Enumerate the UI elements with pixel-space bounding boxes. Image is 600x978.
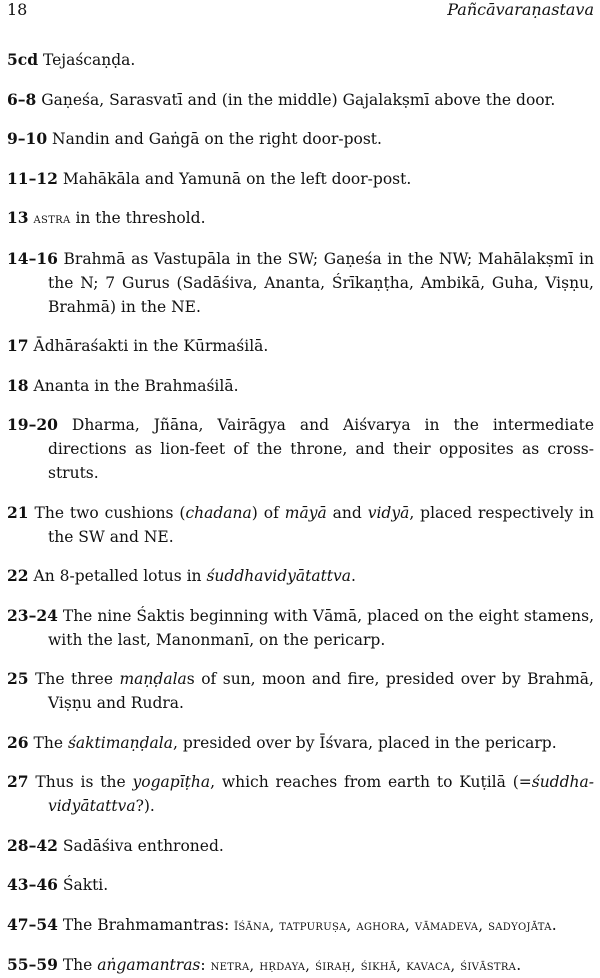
verse-entry (7, 48, 594, 72)
verse-text: śuddhavidyātattva (206, 567, 352, 585)
verse-text: Mahākāla and Yamunā on the left door-post. (62, 169, 412, 188)
verse-ref: 18 (7, 375, 29, 395)
verse-ref: 14–16 (7, 248, 58, 268)
verse-entry (7, 334, 594, 358)
verse-entry (7, 413, 594, 485)
verse-text: Thus is the (35, 773, 133, 791)
verse-entry (7, 913, 594, 938)
verse-text: Ādhāraśakti in the Kūrmaśilā. (33, 337, 269, 355)
verse-text: An 8-petalled lotus in (33, 567, 207, 585)
verse-text: Ananta in the Brahmaśilā. (33, 376, 239, 395)
page-number: 18 (7, 0, 28, 19)
verse-ref: 25 (7, 669, 29, 688)
verse-text: maṇḍala (119, 670, 187, 688)
verse-ref: 11–12 (7, 168, 58, 188)
verse-entry (7, 731, 594, 755)
verse-entry (7, 667, 594, 715)
verse-text: , presided over by Īśvara, placed in the pericarp. (173, 733, 557, 752)
verse-text: ) of (251, 503, 285, 522)
verse-ref: 6–8 (7, 89, 37, 109)
verse-text: Gaṇeśa, Sarasvatī and (in the middle) Gajalakṣmī above the door. (41, 90, 556, 109)
verse-text: māyā (284, 503, 327, 522)
verse-entry (7, 770, 594, 818)
verse-text: The three (35, 670, 120, 688)
verse-ref: 13 (7, 208, 29, 227)
verse-text: vidyā (367, 503, 410, 522)
verse-ref: 19–20 (7, 415, 58, 434)
verse-text: s of sun, moon and fire, presided over by Brahmā, Viṣṇu and Rudra. (48, 670, 594, 712)
verse-text: : (200, 956, 211, 974)
verse-text: Śakti. (62, 876, 109, 894)
verse-ref: 9–10 (7, 129, 48, 148)
running-header (7, 0, 594, 26)
verse-text: Nandin and Gaṅgā on the right door-post. (52, 130, 382, 148)
verse-text: chadana (185, 503, 252, 522)
verse-entry (7, 604, 594, 652)
verse-text: The (33, 733, 68, 752)
verse-entry (7, 374, 594, 398)
verse-ref: 43–46 (7, 875, 58, 894)
verse-ref: 47–54 (7, 914, 58, 934)
verse-text: , placed respectively in the SW and NE. (48, 503, 595, 546)
verse-entry (7, 127, 594, 151)
verse-text: Tejaścaṇḍa. (43, 51, 136, 69)
verse-entry (7, 247, 594, 319)
verse-summary-list (7, 48, 594, 978)
verse-text: īśāna, tatpuruṣa, aghora, vāmadeva, sadyojāta (234, 917, 552, 934)
verse-ref: 26 (7, 732, 29, 752)
verse-text: netra, hṛdaya, śiraḥ, śikhā, kavaca, śivāstra (210, 958, 517, 974)
verse-ref: 21 (7, 502, 29, 522)
running-title: Pañcāvaraṇastava (447, 0, 594, 19)
verse-text: . (551, 915, 557, 934)
verse-text: in the threshold. (70, 209, 206, 227)
verse-text: Sadāśiva enthroned. (62, 836, 224, 855)
verse-text: The two cushions ( (34, 503, 186, 522)
verse-text: yogapīṭha (132, 773, 211, 791)
verse-text: astra (33, 211, 71, 227)
verse-ref: 23–24 (7, 605, 58, 625)
verse-entry (7, 501, 594, 549)
verse-text: aṅgamantras (97, 956, 201, 974)
verse-text: Dharma, Jñāna, Vairāgya and Aiśvarya in the intermediate directions as lion-feet of the throne, and their opposites as cross-struts. (48, 416, 594, 482)
verse-text: . (516, 956, 522, 974)
verse-text: The nine Śaktis beginning with Vāmā, placed on the eight stamens, with the last, Manonmanī, on the pericarp. (48, 606, 594, 649)
verse-ref: 28–42 (7, 835, 58, 855)
verse-entry (7, 873, 594, 897)
verse-text: , which reaches from earth to Kuṭilā (= (210, 773, 532, 791)
verse-text: . (351, 567, 356, 585)
verse-ref: 5cd (7, 50, 39, 69)
verse-entry (7, 953, 594, 978)
verse-text: Brahmā as Vastupāla in the SW; Gaṇeśa in the NW; Mahālakṣmī in the N; 7 Gurus (Sadāśiva, Ananta, Śrīkaṇṭha, Ambikā, Guha, Viṣṇu, Brahmā) in the NE. (48, 249, 594, 316)
verse-ref: 22 (7, 566, 29, 585)
verse-text: śaktimaṇḍala (67, 733, 173, 752)
verse-text: śuddhavidyātattva (48, 773, 594, 815)
verse-entry (7, 167, 594, 191)
verse-text: The Brahmamantras: (62, 915, 235, 934)
verse-ref: 27 (7, 772, 29, 791)
verse-text: ?). (135, 797, 155, 815)
verse-text: and (326, 503, 368, 522)
verse-entry (7, 206, 594, 231)
verse-entry (7, 88, 594, 112)
verse-ref: 55–59 (7, 955, 58, 974)
verse-text: The (62, 956, 98, 974)
verse-ref: 17 (7, 336, 29, 355)
verse-entry (7, 834, 594, 858)
verse-entry (7, 564, 594, 588)
